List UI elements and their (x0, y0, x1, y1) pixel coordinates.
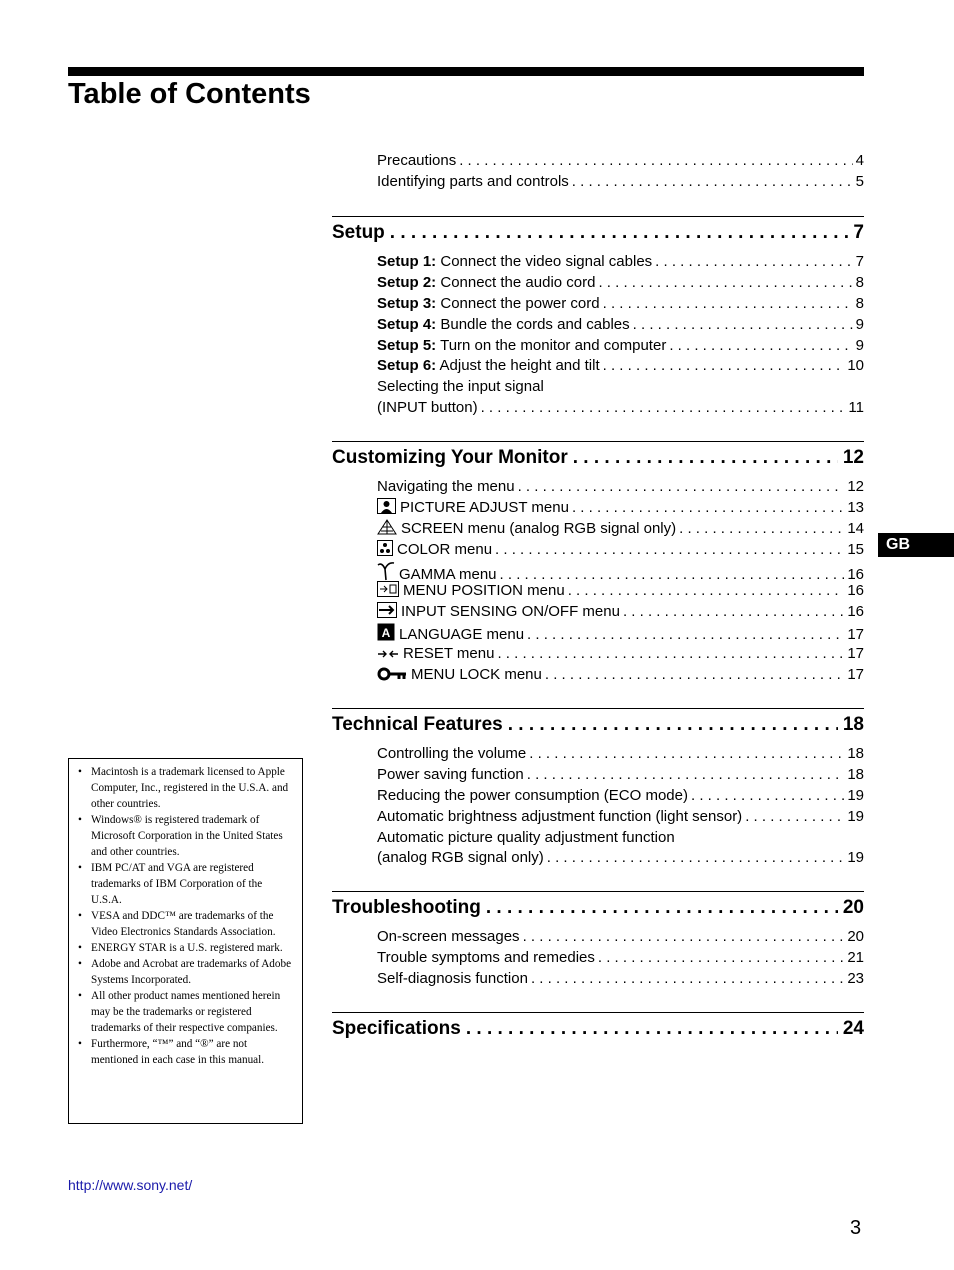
page-ref: 19 (847, 849, 864, 867)
dot-leader (527, 765, 845, 786)
dot-leader (527, 625, 844, 646)
toc-entry[interactable]: A LANGUAGE menu . . . 17 (377, 623, 864, 644)
page-ref: 5 (855, 172, 864, 190)
trademark-item: • Furthermore, “™” and “®” are not mentioned in each case in this manual. (91, 1036, 294, 1068)
toc-section (332, 216, 864, 245)
toc-entry[interactable]: Automatic brightness adjustment function (light sensor) . . . 19 (377, 807, 864, 828)
dot-leader (518, 477, 845, 498)
trademark-item: • All other product names mentioned herein may be the trademarks or registered trademarks of their respective companies. (91, 988, 294, 1036)
dot-leader (572, 498, 844, 519)
dot-leader (545, 665, 844, 686)
page-ref: 8 (855, 273, 864, 291)
toc-entry[interactable]: Identifying parts and controls . . . 5 (377, 172, 864, 193)
toc-entry[interactable]: PICTURE ADJUST menu . . . 13 (377, 498, 864, 519)
page-ref: 4 (855, 152, 864, 169)
page-ref: 9 (855, 315, 864, 333)
page-number: 3 (850, 1217, 862, 1239)
toc-entry[interactable]: Precautions . . . 4 (377, 151, 864, 172)
color-icon (377, 540, 393, 563)
dot-leader (603, 294, 853, 315)
dot-leader (529, 744, 844, 765)
toc-entry[interactable]: Selecting the input signal (377, 378, 544, 396)
toc-entry[interactable]: RESET menu . . . 17 (377, 644, 864, 665)
toc-entry[interactable]: INPUT SENSING ON/OFF menu . . . 16 (377, 602, 864, 623)
page-ref: 10 (847, 357, 864, 375)
toc-section (332, 1012, 864, 1041)
toc-entry[interactable]: Setup 1: Connect the video signal cables . . . 7 (377, 252, 864, 273)
key-icon (377, 667, 407, 688)
dot-leader (679, 519, 844, 540)
toc-entry[interactable]: Setup 3: Connect the power cord . . . 8 (377, 294, 864, 315)
page-ref: 16 (847, 582, 864, 600)
page-ref: 14 (847, 519, 864, 537)
page-ref: 15 (847, 540, 864, 558)
dot-leader (523, 927, 845, 948)
toc-entry[interactable]: Trouble symptoms and remedies . . . 21 (377, 948, 864, 969)
dot-leader (547, 848, 845, 869)
section-heading[interactable]: Technical Features . . . 18 (332, 709, 864, 737)
input-sensing-icon (377, 602, 397, 625)
page-ref: 8 (855, 294, 864, 312)
menu-position-icon (377, 581, 399, 604)
page-ref: 23 (847, 969, 864, 987)
page-ref: 17 (847, 645, 864, 663)
trademark-item: • Windows® is registered trademark of Microsoft Corporation in the United States and other countries. (91, 812, 294, 860)
trademark-item: • ENERGY STAR is a U.S. registered mark. (91, 940, 294, 956)
trademark-item: • IBM PC/AT and VGA are registered trademarks of IBM Corporation of the U.S.A. (91, 860, 294, 908)
page-ref: 19 (847, 807, 864, 825)
toc-entry[interactable]: MENU POSITION menu . . . 16 (377, 581, 864, 602)
section-heading[interactable]: Specifications . . . 24 (332, 1013, 864, 1041)
dot-leader (655, 252, 852, 273)
dot-leader (745, 807, 844, 828)
toc-entry[interactable]: Setup 5: Turn on the monitor and computer . . . 9 (377, 336, 864, 357)
toc-entry[interactable]: On-screen messages . . . 20 (377, 927, 864, 948)
trademark-item: • VESA and DDC™ are trademarks of the Video Electronics Standards Association. (91, 908, 294, 940)
page-ref: 19 (847, 786, 864, 804)
dot-leader (531, 969, 844, 990)
toc-intro (377, 151, 864, 193)
toc-entry[interactable]: Self-diagnosis function . . . 23 (377, 969, 864, 990)
toc-entry[interactable]: MENU LOCK menu . . . 17 (377, 665, 864, 686)
language-tab: GB (878, 533, 954, 557)
dot-leader (459, 151, 852, 172)
trademark-item: • Macintosh is a trademark licensed to Apple Computer, Inc., registered in the U.S.A. and other countries. (91, 764, 294, 812)
toc-entry[interactable]: Automatic picture quality adjustment function (377, 828, 675, 846)
section-entries (377, 252, 864, 419)
page-ref: 18 (847, 745, 864, 762)
section-heading[interactable]: Troubleshooting . . . 20 (332, 892, 864, 920)
section-heading[interactable]: Setup . . . 7 (332, 217, 864, 245)
toc-section (332, 708, 864, 737)
dot-leader (495, 540, 844, 561)
svg-text:A: A (381, 626, 391, 641)
page-ref: 7 (855, 253, 864, 270)
trademark-list (77, 764, 294, 1068)
page-ref: 11 (848, 399, 864, 417)
dot-leader (568, 581, 845, 602)
toc-entry[interactable]: GAMMA menu . . . 16 (377, 561, 864, 582)
page-ref: 17 (847, 666, 864, 684)
section-entries (377, 927, 864, 990)
dot-leader (598, 273, 852, 294)
page-ref: 12 (847, 478, 864, 495)
page-ref: 16 (847, 565, 864, 583)
toc-entry[interactable]: Controlling the volume . . . 18 (377, 744, 864, 765)
sony-url-link[interactable]: http://www.sony.net/ (68, 1177, 193, 1193)
dot-leader (691, 786, 844, 807)
screen-icon (377, 519, 397, 542)
toc-entry[interactable]: (INPUT button) . . . 11 (377, 398, 864, 419)
page-ref: 9 (855, 336, 864, 354)
toc-entry[interactable]: Navigating the menu . . . 12 (377, 477, 864, 498)
page-title: Table of Contents (68, 78, 311, 110)
toc-entry[interactable]: SCREEN menu (analog RGB signal only) . . . 14 (377, 519, 864, 540)
section-entries (377, 744, 864, 869)
toc-entry[interactable]: Setup 2: Connect the audio cord . . . 8 (377, 273, 864, 294)
dot-leader (572, 172, 853, 193)
toc-section (332, 891, 864, 920)
page-ref: 13 (847, 498, 864, 516)
dot-leader (481, 398, 846, 419)
toc-entry[interactable]: Setup 6: Adjust the height and tilt . . . 10 (377, 356, 864, 377)
trademark-box (68, 758, 303, 1124)
toc-entry[interactable]: Reducing the power consumption (ECO mode) . . . 19 (377, 786, 864, 807)
toc-entry[interactable]: Power saving function . . . 18 (377, 765, 864, 786)
dot-leader (603, 356, 845, 377)
toc-entry[interactable]: COLOR menu . . . 15 (377, 540, 864, 561)
picture-adjust-icon (377, 498, 396, 521)
toc-entry[interactable]: (analog RGB signal only) . . . 19 (377, 848, 864, 869)
toc-section (332, 441, 864, 470)
dot-leader (633, 315, 853, 336)
page-ref: 16 (847, 603, 864, 621)
title-rule (68, 67, 864, 76)
page-ref: 17 (847, 626, 864, 644)
reset-icon (377, 646, 399, 667)
dot-leader (669, 336, 852, 357)
trademark-item: • Adobe and Acrobat are trademarks of Adobe Systems Incorporated. (91, 956, 294, 988)
toc-entry[interactable]: Setup 4: Bundle the cords and cables . . . 9 (377, 315, 864, 336)
page-ref: 20 (847, 928, 864, 945)
dot-leader (497, 644, 844, 665)
section-heading[interactable]: Customizing Your Monitor . . . 12 (332, 442, 864, 470)
page-ref: 21 (847, 948, 864, 966)
page-ref: 18 (847, 765, 864, 783)
dot-leader (598, 948, 844, 969)
dot-leader (623, 602, 844, 623)
section-entries (377, 477, 864, 686)
